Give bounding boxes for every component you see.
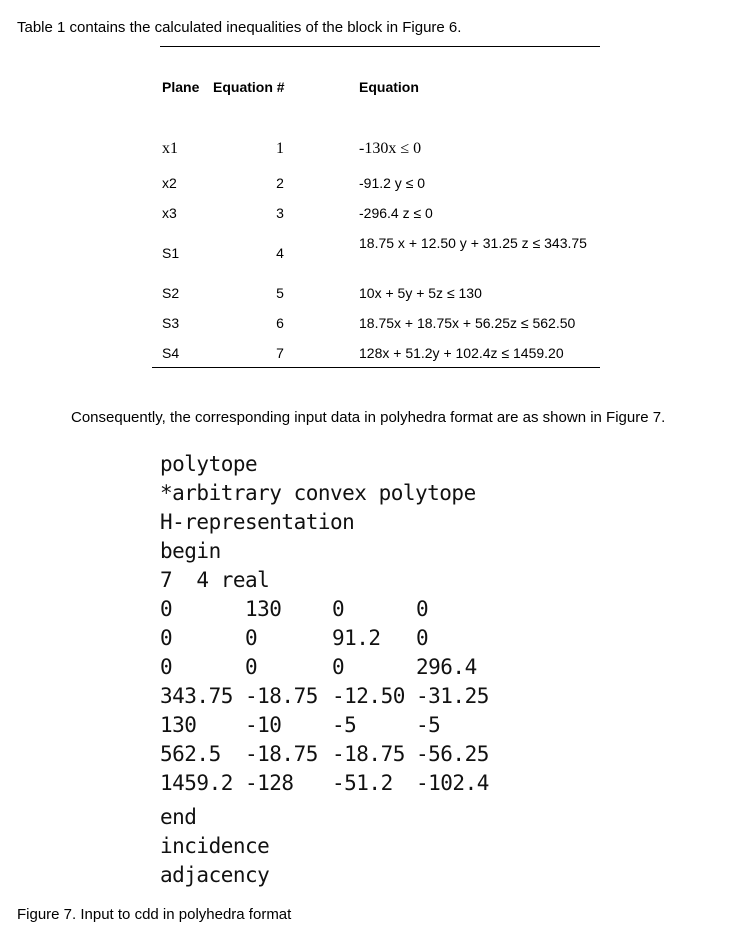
figure-caption: Figure 7. Input to cdd in polyhedra format [17,906,292,923]
table-top-rule [160,46,600,47]
matrix-cell: 0 [332,655,345,679]
matrix-cell: 91.2 [332,626,381,650]
cell-plane: x2 [162,175,177,191]
cell-plane: S4 [162,345,180,361]
cell-equation: 18.75 x + 12.50 y + 31.25 z ≤ 343.75 [359,235,587,251]
cell-equation: 10x + 5y + 5z ≤ 130 [359,285,482,301]
matrix-cell: 0 [160,655,173,679]
code-line: H-representation [160,510,355,534]
matrix-cell: -12.50 [332,684,405,708]
matrix-cell: 130 [160,713,197,737]
table-bottom-rule [152,367,600,368]
matrix-cell: 130 [245,597,282,621]
cell-equation: -130x ≤ 0 [359,140,422,157]
matrix-cell: -56.25 [416,742,489,766]
cell-equation: 128x + 51.2y + 102.4z ≤ 1459.20 [359,345,564,361]
matrix-cell: -31.25 [416,684,489,708]
matrix-cell: 343.75 [160,684,233,708]
cell-number: 5 [276,285,284,301]
matrix-cell: 0 [332,597,345,621]
matrix-cell: 562.5 [160,742,221,766]
code-line: polytope [160,452,258,476]
cell-plane: x3 [162,205,177,221]
matrix-cell: -18.75 [245,742,318,766]
matrix-cell: 0 [160,626,173,650]
matrix-cell: 0 [160,597,173,621]
cell-plane: S3 [162,315,180,331]
matrix-cell: 0 [416,597,429,621]
matrix-cell: -10 [245,713,282,737]
matrix-cell: -5 [416,713,441,737]
matrix-cell: -128 [245,771,294,795]
cell-plane: x1 [162,140,178,157]
cell-equation: -91.2 y ≤ 0 [359,175,426,191]
cell-number: 3 [276,205,284,221]
cell-number: 4 [276,245,284,261]
cell-number: 6 [276,315,284,331]
cell-equation: 18.75x + 18.75x + 56.25z ≤ 562.50 [359,315,576,331]
matrix-cell: -5 [332,713,357,737]
cell-number: 7 [276,345,284,361]
matrix-cell: -51.2 [332,771,393,795]
matrix-cell: -18.75 [332,742,405,766]
cell-plane: S1 [162,245,180,261]
cell-equation: -296.4 z ≤ 0 [359,205,433,221]
matrix-cell: 1459.2 [160,771,233,795]
matrix-cell: -102.4 [416,771,489,795]
matrix-cell: -18.75 [245,684,318,708]
consequently-text: Consequently, the corresponding input data in polyhedra format are as shown in Figure 7. [71,409,666,426]
matrix-cell: 296.4 [416,655,477,679]
cell-number: 2 [276,175,284,191]
header-equation: Equation [359,79,419,95]
intro-text: Table 1 contains the calculated inequalities of the block in Figure 6. [17,19,462,36]
matrix-cell: 0 [245,626,258,650]
header-equation-number: Equation # [213,79,285,95]
cell-number: 1 [276,140,284,157]
code-line: end [160,805,197,829]
code-line: 7 4 real [160,568,270,592]
code-line: begin [160,539,221,563]
cell-plane: S2 [162,285,180,301]
matrix-cell: 0 [245,655,258,679]
code-line: incidence [160,834,270,858]
header-plane: Plane [162,79,200,95]
code-line: adjacency [160,863,270,887]
matrix-cell: 0 [416,626,429,650]
code-line: *arbitrary convex polytope [160,481,476,505]
